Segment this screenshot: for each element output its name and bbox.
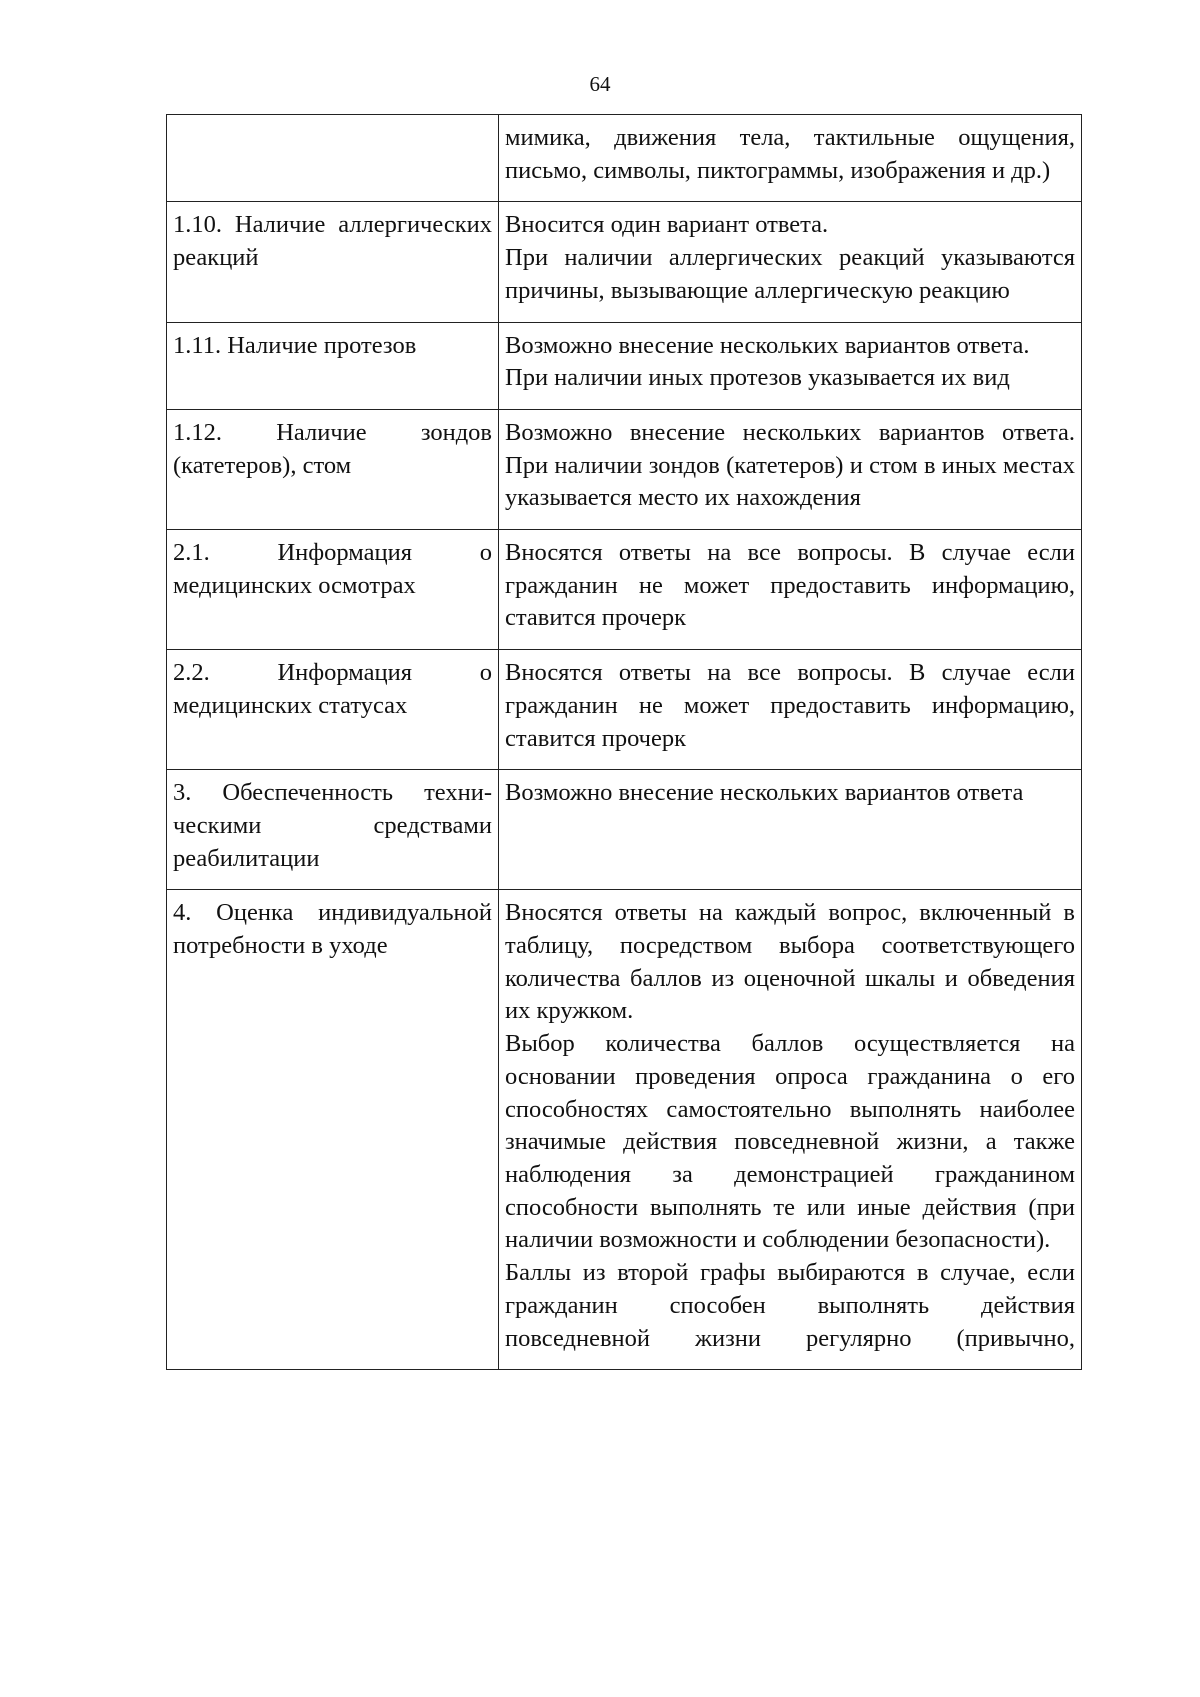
table-row bbox=[167, 890, 1082, 1370]
row-section-cell: 2.2. Информация о медицинских статусах bbox=[167, 650, 499, 770]
row-section-cell: 1.11. Наличие протезов bbox=[167, 322, 499, 409]
instruction-paragraph: Вносятся ответы на все вопросы. В случае если гражданин не может предоставить информацию, ставится прочерк bbox=[505, 539, 1075, 632]
table-row bbox=[167, 115, 1082, 202]
instruction-paragraph: Возможно внесение нескольких вариантов ответа. При наличии зондов (катетеров) и стом в иных местах указывается место их нахождения bbox=[505, 418, 1075, 512]
instruction-paragraph: Баллы из второй графы выбираются в случае, если гражданин способен выполнять действия повседневной жизни регулярно (привычно, bbox=[505, 1259, 1075, 1352]
row-instruction-cell bbox=[499, 322, 1082, 409]
row-section-cell: 4. Оценка индивидуальной потребности в уходе bbox=[167, 890, 499, 1370]
instruction-paragraph: Возможно внесение нескольких вариантов ответа. bbox=[505, 331, 1030, 359]
row-section-cell: 3. Обеспеченность техническими средствами реабилитации bbox=[167, 770, 499, 890]
instruction-paragraph: Вносятся ответы на каждый вопрос, включенный в таблицу, посредством выбора соответствующего количества баллов из оценочной шкалы и обведения их кружком. bbox=[505, 899, 1075, 1025]
instructions-table bbox=[166, 114, 1082, 1370]
table-row bbox=[167, 650, 1082, 770]
row-instruction-cell bbox=[499, 650, 1082, 770]
row-section-cell: 2.1. Информация о медицинских осмотрах bbox=[167, 530, 499, 650]
row-section-cell: 1.12. Наличие зондов (катетеров), стом bbox=[167, 409, 499, 529]
row-instruction-cell bbox=[499, 115, 1082, 202]
row-section-cell bbox=[167, 115, 499, 202]
instruction-paragraph: При наличии иных протезов указывается их вид bbox=[505, 364, 1010, 392]
row-instruction-cell bbox=[499, 202, 1082, 322]
table-row bbox=[167, 322, 1082, 409]
instruction-paragraph: Выбор количества баллов осуществляется на основании проведения опроса гражданина о его способностях самостоятельно выполнять наиболее значимые действия повседневной жизни, а также наблюдения за демонстрацией гражданином способности выполнять те или иные действия (при наличии возможности и соблюдении безопасности). bbox=[505, 1030, 1075, 1254]
instruction-paragraph: Возможно внесение нескольких вариантов ответа bbox=[505, 779, 1024, 807]
instruction-paragraph: мимика, движения тела, тактильные ощущения, письмо, символы, пиктограммы, изображения и др.) bbox=[505, 124, 1075, 184]
page-number: 64 bbox=[589, 72, 611, 96]
row-instruction-cell bbox=[499, 409, 1082, 529]
instruction-paragraph: Вносится один вариант ответа. bbox=[505, 211, 829, 239]
row-section-cell: 1.10. Наличие аллергических реакций bbox=[167, 202, 499, 322]
table-row bbox=[167, 202, 1082, 322]
table-row bbox=[167, 770, 1082, 890]
instruction-paragraph: Вносятся ответы на все вопросы. В случае если гражданин не может предоставить информацию, ставится прочерк bbox=[505, 659, 1075, 752]
instruction-paragraph: При наличии аллергических реакций указываются причины, вызывающие аллергическую реакцию bbox=[505, 244, 1075, 304]
row-instruction-cell bbox=[499, 530, 1082, 650]
table-row bbox=[167, 530, 1082, 650]
row-instruction-cell bbox=[499, 890, 1082, 1370]
table-row bbox=[167, 409, 1082, 529]
row-instruction-cell bbox=[499, 770, 1082, 890]
